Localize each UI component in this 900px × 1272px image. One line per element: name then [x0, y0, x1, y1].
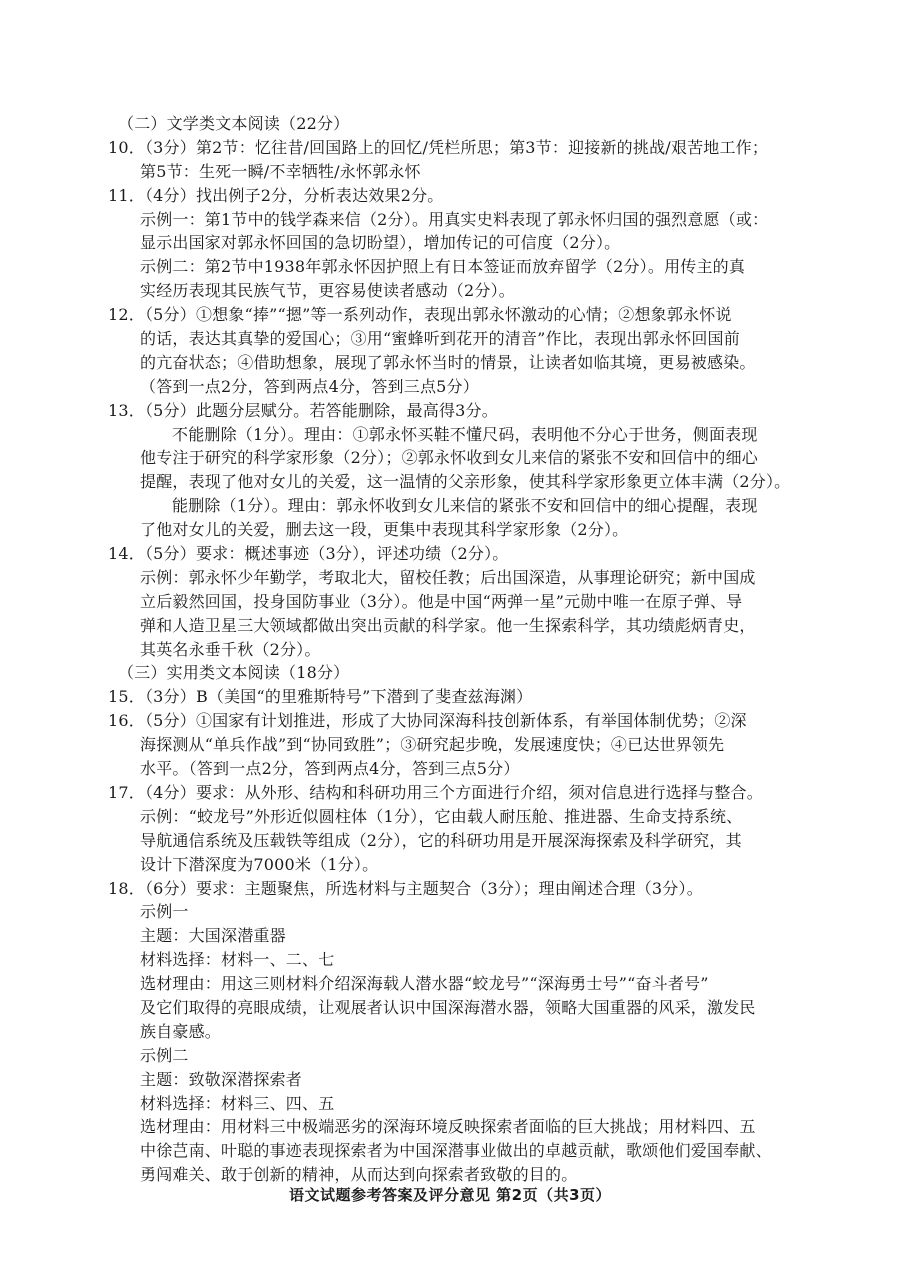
answer-line: 示例二: [140, 1045, 189, 1065]
answer-line: 显示出国家对郭永怀回国的急切盼望），增加传记的可信度（2分）。: [140, 233, 621, 253]
answer-line: 海探测从“单兵作战”到“协同致胜”；③研究起步晚，发展速度快；④已达世界领先: [140, 735, 725, 755]
answer-line: 材料选择：材料三、四、五: [140, 1093, 335, 1113]
answer-line: 能删除（1分）。理由：郭永怀收到女儿来信的紧张不安和回信中的细心提醒，表现: [172, 496, 758, 516]
answer-line: 16．（5分）①国家有计划推进，形成了大协同深海科技创新体系，有举国体制优势；②深: [108, 711, 747, 731]
answer-line: 示例：郭永怀少年勤学，考取北大，留校任教；后出国深造，从事理论研究；新中国成: [140, 567, 756, 587]
answer-line: 及它们取得的亮眼成绩，让观展者认识中国深海潜水器，领略大国重器的风采，激发民: [140, 997, 756, 1017]
answer-line: 水平。（答到一点2分，答到两点4分，答到三点5分）: [140, 759, 520, 779]
answer-key-body: [108, 112, 791, 1187]
answer-line: 材料选择：材料一、二、七: [140, 950, 335, 970]
answer-line: 勇闯难关、敢于创新的精神，从而达到向探索者致敬的目的。: [140, 1165, 578, 1185]
answer-line: 第5节：生死一瞬/不幸牺牲/永怀郭永怀: [140, 161, 421, 181]
answer-line: 15．（3分）B（美国“的里雅斯特号”下潜到了斐查兹海渊）: [108, 687, 533, 707]
answer-line: 选材理由：用这三则材料介绍深海载人潜水器“蛟龙号”“深海勇士号”“奋斗者号”: [140, 974, 709, 994]
answer-line: 示例一: [140, 902, 189, 922]
answer-line: 导航通信系统及压载铁等组成（2分），它的科研功用是开展深海探索及科学研究，其: [140, 830, 742, 850]
answer-line: 示例一：第1节中的钱学森来信（2分）。用真实史料表现了郭永怀归国的强烈意愿（或：: [140, 209, 769, 229]
answer-line: 主题：致敬深潜探索者: [140, 1069, 303, 1089]
answer-line: 实经历表现其民族气节，更容易使读者感动（2分）。: [140, 281, 515, 301]
answer-line: 11．（4分）找出例子2分，分析表达效果2分。: [108, 185, 444, 205]
answer-line: 弹和人造卫星三大领域都做出突出贡献的科学家。他一生探索科学，其功绩彪炳青史，: [140, 615, 756, 635]
answer-line: 他专注于研究的科学家形象（2分）；②郭永怀收到女儿来信的紧张不安和回信中的细心: [140, 448, 758, 468]
answer-line: 12．（5分）①想象“捧”“摁”等一系列动作，表现出郭永怀激动的心情；②想象郭永怀说: [108, 305, 732, 325]
answer-line: 了他对女儿的关爱，删去这一段，更集中表现其科学家形象（2分）。: [140, 520, 629, 540]
answer-line: 10．（3分）第2节：忆往昔/回国路上的回忆/凭栏所思；第3节：迎接新的挑战/艰苦地工作；: [108, 137, 769, 157]
answer-line: 示例：“蛟龙号”外形近似圆柱体（1分），它由载人耐压舱、推进器、生命支持系统、: [140, 806, 743, 826]
answer-line: （答到一点2分，答到两点4分，答到三点5分）: [140, 376, 479, 396]
answer-line: 的话，表达其真挚的爱国心；③用“蜜蜂听到花开的清音”作比，表现出郭永怀回国前: [140, 329, 740, 349]
answer-line: 中徐芑南、叶聪的事迹表现探索者为中国深潜事业做出的卓越贡献，歌颂他们爱国奉献、: [140, 1141, 772, 1161]
answer-line: 族自豪感。: [140, 1021, 222, 1041]
answer-line: 设计下潜深度为7000米（1分）。: [140, 854, 379, 874]
answer-line: 17．（4分）要求：从外形、结构和科研功用三个方面进行介绍，须对信息进行选择与整合。: [108, 782, 763, 802]
answer-line: 13．（5分）此题分层赋分。若答能删除，最高得3分。: [108, 400, 498, 420]
answer-line: 的亢奋状态；④借助想象，展现了郭永怀当时的情景，让读者如临其境，更易被感染。: [140, 352, 756, 372]
section-heading: （二）文学类文本阅读（22分）: [118, 114, 350, 133]
section-heading: （三）实用类文本阅读（18分）: [118, 663, 350, 683]
page-footer: 语文试题参考答案及评分意见 第2页（共3页）: [288, 1186, 612, 1204]
answer-line: 示例二：第2节中1938年郭永怀因护照上有日本签证而放弃留学（2分）。用传主的真: [140, 257, 746, 277]
answer-line: 18．（6分）要求：主题聚焦，所选材料与主题契合（3分）；理由阐述合理（3分）。: [108, 878, 703, 898]
answer-line: 不能删除（1分）。理由：①郭永怀买鞋不懂尺码，表明他不分心于世务，侧面表现: [172, 424, 758, 444]
answer-line: 14．（5分）要求：概述事迹（3分），评述功绩（2分）。: [108, 544, 509, 564]
answer-line: 选材理由：用材料三中极端恶劣的深海环境反映探索者面临的巨大挑战；用材料四、五: [140, 1117, 756, 1137]
answer-line: 提醒，表现了他对女儿的关爱，这一温情的父亲形象，使其科学家形象更立体丰满（2分）。: [140, 472, 791, 492]
answer-line: 其英名永垂千秋（2分）。: [140, 639, 321, 659]
answer-line: 立后毅然回国，投身国防事业（3分）。他是中国“两弹一星”元勋中唯一在原子弹、导: [140, 591, 743, 611]
answer-line: 主题：大国深潜重器: [140, 926, 286, 946]
